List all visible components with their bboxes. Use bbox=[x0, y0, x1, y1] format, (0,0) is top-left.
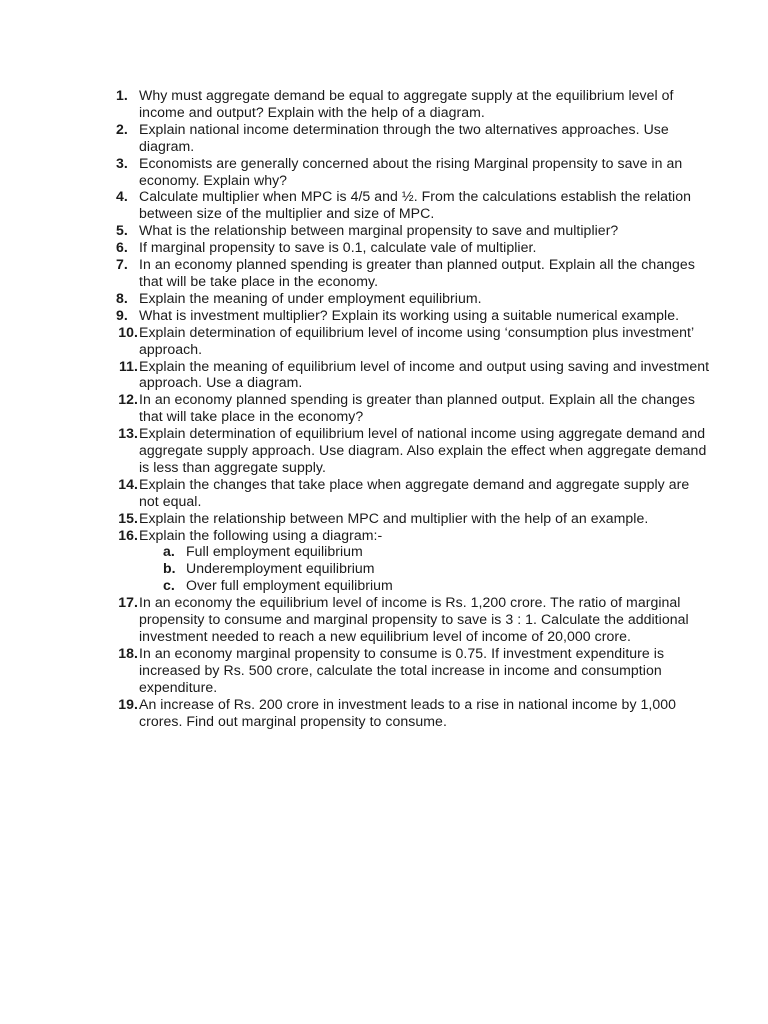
question-number: 15. bbox=[118, 509, 138, 526]
question-number: 9. bbox=[116, 306, 128, 323]
question-text: Explain the meaning of under employment equilibrium. bbox=[139, 289, 482, 306]
question-text: Explain the following using a diagram:- bbox=[139, 526, 383, 543]
question-number: 13. bbox=[118, 425, 138, 442]
question-number: 5. bbox=[116, 222, 128, 239]
question-text: In an economy planned spending is greater than planned output. Explain all the changes that will be take place in the economy. bbox=[139, 256, 695, 289]
question-number: 4. bbox=[116, 188, 128, 205]
question-number: 7. bbox=[116, 256, 128, 273]
question-item bbox=[110, 188, 710, 222]
question-item bbox=[110, 324, 710, 358]
question-text: What is the relationship between marginal propensity to save and multiplier? bbox=[139, 222, 619, 239]
question-text: Explain determination of equilibrium level of income using ‘consumption plus investment’ approach. bbox=[139, 323, 694, 357]
question-number: 14. bbox=[118, 475, 138, 492]
question-text: What is investment multiplier? Explain its working using a suitable numerical example. bbox=[139, 306, 680, 323]
sub-question-text: Underemployment equilibrium bbox=[186, 560, 375, 577]
question-number: 6. bbox=[116, 239, 128, 256]
question-item bbox=[110, 222, 710, 239]
question-text: Explain national income determination through the two alternatives approaches. Use diagram. bbox=[139, 120, 669, 154]
question-number: 10. bbox=[118, 323, 138, 340]
question-text: If marginal propensity to save is 0.1, calculate vale of multiplier. bbox=[139, 239, 537, 256]
sub-question-letter: b. bbox=[163, 560, 176, 577]
sub-question-item bbox=[139, 560, 710, 577]
question-text: Explain the changes that take place when aggregate demand and aggregate supply are not equal. bbox=[139, 475, 690, 509]
question-number: 8. bbox=[116, 289, 128, 306]
question-text: In an economy marginal propensity to consume is 0.75. If investment expenditure is increased by Rs. 500 crore, calculate the total increase in income and consumption expenditure. bbox=[139, 644, 665, 695]
question-item bbox=[110, 391, 710, 425]
question-number: 2. bbox=[116, 120, 128, 137]
question-item bbox=[110, 256, 710, 290]
question-item bbox=[110, 155, 710, 189]
question-text: An increase of Rs. 200 crore in investment leads to a rise in national income by 1,000 crores. Find out marginal propensity to consume. bbox=[139, 695, 677, 729]
question-text: Explain the relationship between MPC and multiplier with the help of an example. bbox=[139, 509, 649, 526]
sub-question-letter: a. bbox=[163, 543, 175, 560]
question-item bbox=[110, 290, 710, 307]
sub-question-item bbox=[139, 577, 710, 594]
sub-question-text: Over full employment equilibrium bbox=[186, 577, 393, 594]
question-item bbox=[110, 527, 710, 595]
question-number: 16. bbox=[118, 526, 138, 543]
question-text: Economists are generally concerned about the rising Marginal propensity to save in an economy. Explain why? bbox=[139, 154, 683, 188]
question-number: 1. bbox=[116, 87, 128, 103]
question-item bbox=[110, 510, 710, 527]
question-item bbox=[110, 645, 710, 696]
question-text: Why must aggregate demand be equal to aggregate supply at the equilibrium level of income and output? Explain with the help of a diagram. bbox=[139, 87, 674, 120]
question-item bbox=[110, 87, 710, 121]
question-item bbox=[110, 476, 710, 510]
question-item bbox=[110, 425, 710, 476]
question-item bbox=[110, 594, 710, 645]
sub-question-text: Full employment equilibrium bbox=[186, 543, 363, 560]
question-text: Explain the meaning of equilibrium level of income and output using saving and investment approach. Use a diagram. bbox=[139, 357, 710, 391]
question-text: In an economy the equilibrium level of income is Rs. 1,200 crore. The ratio of marginal propensity to consume and marginal propensity to save is 3 : 1. Calculate the additional investment needed to reach a new equilibrium level of income of 20,000 crore. bbox=[139, 594, 689, 644]
question-list bbox=[110, 87, 710, 729]
question-text: In an economy planned spending is greater than planned output. Explain all the changes that will take place in the economy? bbox=[139, 391, 695, 425]
question-number: 17. bbox=[118, 594, 138, 611]
question-text: Calculate multiplier when MPC is 4/5 and ½. From the calculations establish the relation between size of the multiplier and size of MPC. bbox=[139, 188, 691, 222]
question-number: 12. bbox=[118, 391, 138, 408]
question-text: Explain determination of equilibrium level of national income using aggregate demand and aggregate supply approach. Use diagram. Also explain the effect when aggregate demand is less than aggregate supply. bbox=[139, 425, 707, 475]
question-item bbox=[110, 239, 710, 256]
sub-question-list bbox=[139, 543, 710, 594]
sub-question-item bbox=[139, 543, 710, 560]
question-number: 19. bbox=[118, 695, 138, 712]
question-item bbox=[110, 121, 710, 155]
question-item bbox=[110, 696, 710, 730]
question-number: 11. bbox=[119, 357, 138, 374]
question-item bbox=[110, 307, 710, 324]
question-item bbox=[110, 358, 710, 392]
question-number: 18. bbox=[118, 644, 138, 661]
question-number: 3. bbox=[116, 154, 128, 171]
sub-question-letter: c. bbox=[163, 577, 175, 594]
